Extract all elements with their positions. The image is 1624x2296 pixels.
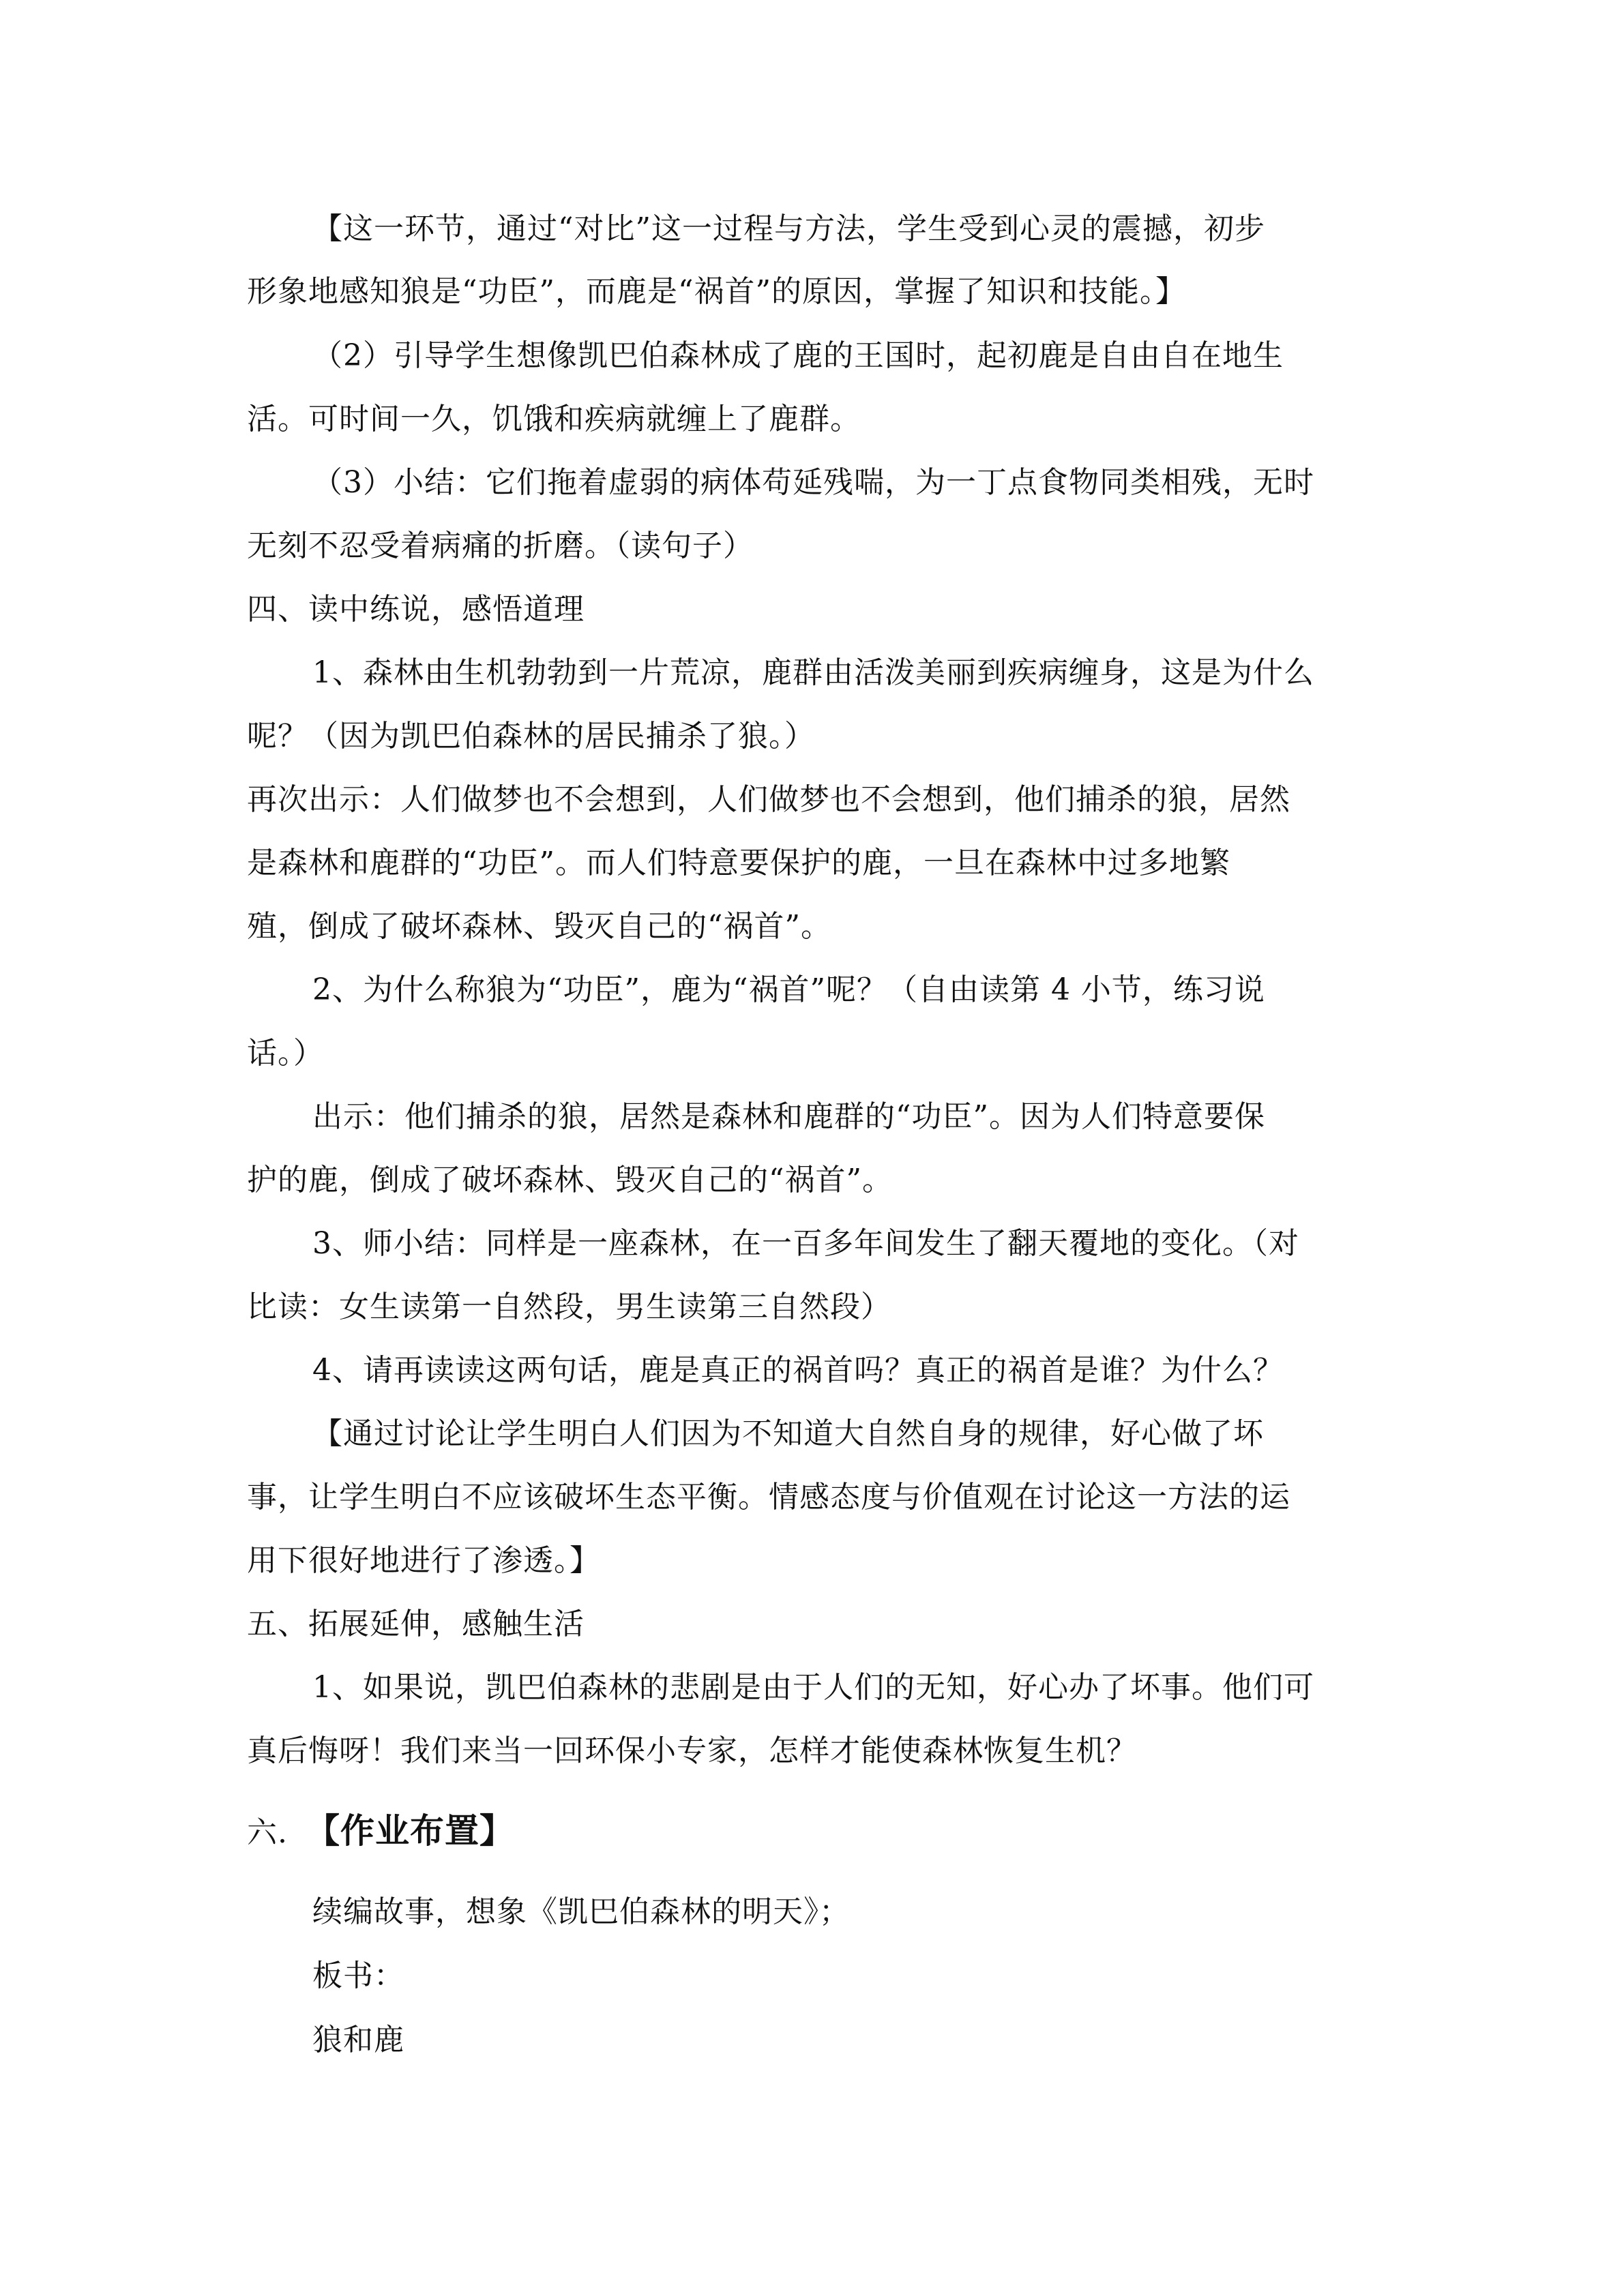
paragraph-line: 1、如果说，凯巴伯森林的悲剧是由于人们的无知，好心办了坏事。他们可 [312, 1670, 1314, 1705]
paragraph-line: 呢？（因为凯巴伯森林的居民捕杀了狼。） [247, 719, 815, 754]
paragraph-line: 比读：女生读第一自然段，男生读第三自然段） [247, 1289, 891, 1324]
paragraph-line: 板书： [312, 1958, 404, 1993]
paragraph-line: 话。） [247, 1036, 324, 1071]
paragraph-line: 殖，倒成了破坏森林、毁灭自己的“祸首”。 [247, 909, 831, 944]
section-heading-4: 四、读中练说，感悟道理 [247, 592, 585, 627]
paragraph-line: 狼和鹿 [312, 2023, 404, 2057]
paragraph-line: 4、请再读读这两句话，鹿是真正的祸首吗？真正的祸首是谁？为什么？ [312, 1353, 1284, 1388]
paragraph-line: 护的鹿，倒成了破坏森林、毁灭自己的“祸首”。 [247, 1163, 893, 1197]
paragraph-line: 用下很好地进行了渗透。】 [247, 1543, 600, 1578]
section-heading-6 [247, 1808, 1406, 1855]
section-heading-5: 五、拓展延伸，感触生活 [247, 1607, 585, 1641]
paragraph-line: 3、师小结：同样是一座森林，在一百多年间发生了翻天覆地的变化。（对 [312, 1226, 1299, 1261]
paragraph-line: 是森林和鹿群的“功臣”。而人们特意要保护的鹿，一旦在森林中过多地繁 [247, 846, 1230, 880]
paragraph-line: 活。可时间一久，饥饿和疾病就缠上了鹿群。 [247, 402, 861, 436]
paragraph-line: 事，让学生明白不应该破坏生态平衡。情感态度与价值观在讨论这一方法的运 [247, 1480, 1290, 1515]
paragraph-line: 2、为什么称狼为“功臣”，鹿为“祸首”呢？（自由读第 4 小节，练习说 [312, 972, 1265, 1007]
paragraph-line: 形象地感知狼是“功臣”，而鹿是“祸首”的原因，掌握了知识和技能。】 [247, 274, 1186, 309]
paragraph-line: 【通过讨论让学生明白人们因为不知道大自然自身的规律，好心做了坏 [312, 1416, 1264, 1451]
section-title: 【作业布置】 [306, 1811, 514, 1851]
paragraph-line: 出示：他们捕杀的狼，居然是森林和鹿群的“功臣”。因为人们特意要保 [312, 1099, 1265, 1134]
paragraph-line: 无刻不忍受着病痛的折磨。（读句子） [247, 528, 754, 563]
paragraph-line: 【这一环节，通过“对比”这一过程与方法，学生受到心灵的震撼，初步 [312, 211, 1265, 246]
paragraph-line: 再次出示：人们做梦也不会想到，人们做梦也不会想到，他们捕杀的狼，居然 [247, 782, 1290, 817]
paragraph-line: 1、森林由生机勃勃到一片荒凉，鹿群由活泼美丽到疾病缠身，这是为什么 [312, 655, 1314, 690]
section-number: 六. [247, 1815, 288, 1850]
paragraph-line: （2）引导学生想像凯巴伯森林成了鹿的王国时，起初鹿是自由自在地生 [312, 338, 1284, 373]
paragraph-line: 续编故事，想象《凯巴伯森林的明天》； [312, 1894, 850, 1929]
paragraph-line: 真后悔呀！我们来当一回环保小专家，怎样才能使森林恢复生机？ [247, 1733, 1137, 1768]
paragraph-line: （3）小结：它们拖着虚弱的病体苟延残喘，为一丁点食物同类相残，无时 [312, 465, 1314, 500]
